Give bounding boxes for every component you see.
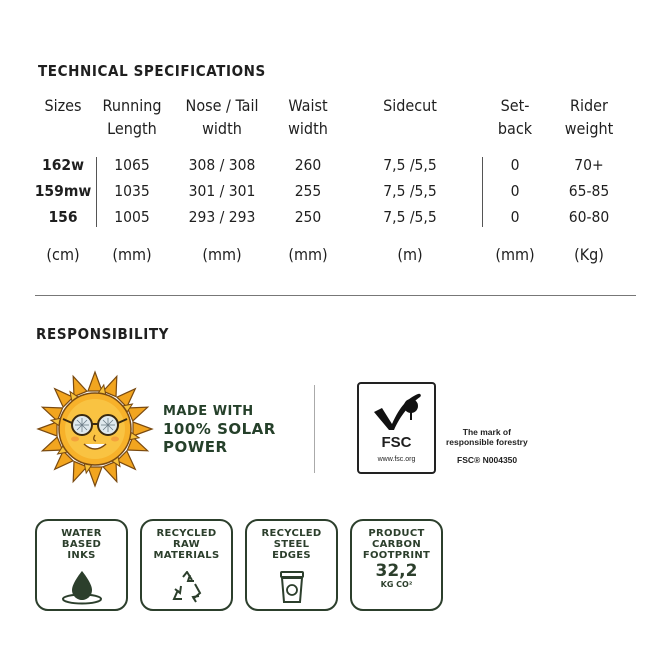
fsc-mark-text (446, 427, 528, 447)
recycle-icon (169, 571, 205, 603)
technical-specifications-title: TECHNICAL SPECIFICATIONS (38, 62, 266, 80)
badge-line: RAW (173, 539, 200, 550)
spec-header-nose-tail-width (186, 94, 259, 140)
badge-line: CARBON (371, 539, 422, 550)
spec-header-running-length (103, 94, 162, 140)
vertical-divider (314, 385, 315, 473)
table-cell: 7,5 /5,5 (383, 208, 437, 226)
solar-power-text (163, 403, 276, 456)
carbon-footprint-value: 32,2 (375, 561, 418, 581)
table-cell: 159mw (34, 182, 92, 200)
fsc-code: FSC® N004350 (457, 455, 518, 465)
badge-line: STEEL (273, 539, 310, 550)
unit-label: (mm) (112, 245, 152, 264)
table-cell: 1035 (114, 182, 150, 200)
badge-recycled-raw-materials (140, 519, 233, 611)
table-cell: 308 / 308 (188, 156, 256, 174)
badge-water-based-inks (35, 519, 128, 611)
table-cell: 162w (42, 156, 84, 174)
header-line: Running (102, 96, 162, 115)
table-cell: 255 (294, 182, 322, 200)
header-line: weight (564, 119, 614, 138)
badge-recycled-steel-edges (245, 519, 338, 611)
carbon-footprint-unit: KG CO² (380, 580, 413, 589)
unit-label: (m) (397, 245, 423, 264)
header-line: Waist (288, 96, 328, 115)
table-cell: 7,5 /5,5 (383, 182, 437, 200)
spec-header-rider-weight (565, 94, 614, 140)
fsc-mark-line: The mark of (462, 427, 511, 437)
spec-header-setback (498, 94, 532, 140)
table-cell: 250 (294, 208, 322, 226)
header-line: Sizes (44, 96, 82, 115)
spec-header-sizes (44, 94, 81, 117)
unit-label: (mm) (495, 245, 535, 264)
spec-header-waist-width (288, 94, 328, 140)
header-line: width (288, 119, 328, 138)
water-drop-icon (60, 569, 104, 605)
table-cell: 260 (294, 156, 322, 174)
badge-line: FOOTPRINT (362, 550, 431, 561)
solar-sun-icon (36, 370, 154, 488)
solar-line: MADE WITH (163, 404, 254, 419)
unit-label: (cm) (46, 245, 80, 264)
badge-product-carbon-footprint (350, 519, 443, 611)
badge-line: PRODUCT (368, 528, 425, 539)
unit-label: (mm) (202, 245, 242, 264)
fsc-logo (357, 382, 436, 474)
column-divider (482, 157, 483, 227)
spec-header-sidecut (383, 94, 437, 117)
badge-line: EDGES (272, 550, 311, 561)
fsc-logo-text: FSC (381, 434, 412, 451)
column-divider (96, 157, 97, 227)
table-cell: 70+ (574, 156, 604, 174)
table-cell: 0 (510, 182, 520, 200)
table-cell: 7,5 /5,5 (383, 156, 437, 174)
table-cell: 60-80 (568, 208, 610, 226)
header-line: Rider (570, 96, 608, 115)
header-line: Set- (500, 96, 530, 115)
table-cell: 293 / 293 (188, 208, 256, 226)
fsc-tree-check-icon (370, 390, 424, 432)
responsibility-title: RESPONSIBILITY (36, 325, 170, 343)
badge-line: WATER (61, 528, 102, 539)
table-cell: 301 / 301 (188, 182, 256, 200)
badge-line: MATERIALS (153, 550, 220, 561)
recycle-bin-icon (277, 570, 307, 604)
badge-line: BASED (61, 539, 102, 550)
table-cell: 1065 (114, 156, 150, 174)
table-cell: 0 (510, 156, 520, 174)
solar-line: 100% SOLAR (163, 420, 276, 438)
table-cell: 156 (48, 208, 78, 226)
header-line: Nose / Tail (185, 96, 259, 115)
unit-label: (Kg) (574, 245, 604, 264)
fsc-mark-line: responsible forestry (446, 437, 528, 447)
badge-line: INKS (67, 550, 96, 561)
header-line: width (202, 119, 242, 138)
badge-line: RECYCLED (156, 528, 217, 539)
table-cell: 1005 (114, 208, 150, 226)
fsc-url: www.fsc.org (377, 456, 416, 463)
unit-label: (mm) (288, 245, 328, 264)
header-line: back (497, 119, 533, 138)
table-cell: 0 (510, 208, 520, 226)
header-line: Length (107, 119, 157, 138)
solar-line: POWER (163, 438, 228, 456)
section-divider (35, 295, 636, 296)
badge-line: RECYCLED (261, 528, 322, 539)
table-cell: 65-85 (568, 182, 610, 200)
header-line: Sidecut (383, 96, 437, 115)
